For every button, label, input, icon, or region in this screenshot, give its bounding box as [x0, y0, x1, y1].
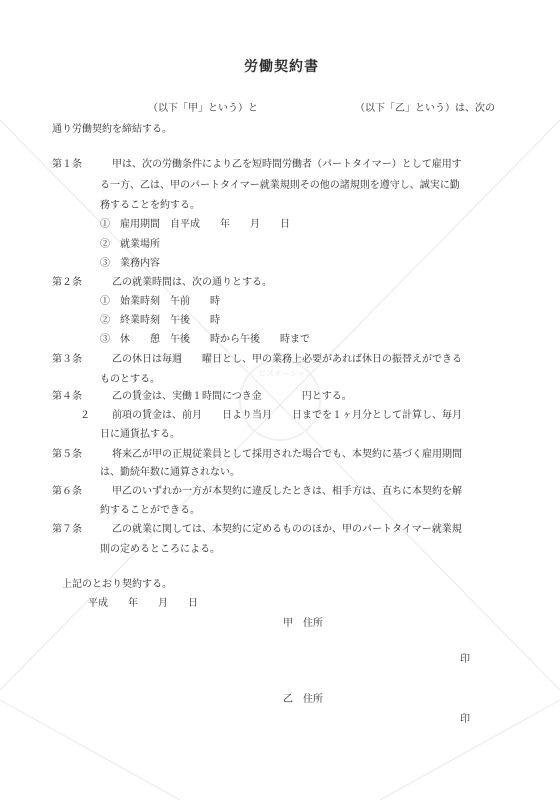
article-7-label: 第７条: [52, 524, 82, 535]
closing-statement: 上記のとおり契約する。: [62, 579, 172, 590]
document-title: 労働契約書: [244, 59, 319, 75]
article-5-label: 第５条: [52, 449, 82, 460]
article-5-line1: 将来乙が甲の正規従業員として採用された場合でも、本契約に基づく雇用期間: [112, 449, 462, 460]
article-1-line1: 甲は、次の労働条件により乙を短時間労働者（パートタイマー）として雇用す: [112, 159, 462, 170]
article-1-line3: 務することを約する。: [100, 200, 200, 211]
article-3-line1: 乙の休日は毎週 曜日とし、甲の業務上必要があれば休日の振替えができる: [112, 354, 462, 365]
article-4-sub-label: ２: [80, 410, 90, 421]
article-3-line2: ものとする。: [100, 374, 160, 385]
article-7-line2: 則の定めるところによる。: [100, 544, 220, 555]
article-4-sub-line2: 日に通貨払する。: [100, 429, 180, 440]
article-2-item2: ② 終業時刻 午後 時: [100, 315, 220, 326]
article-6-line1: 甲乙のいずれか一方が本契約に違反したときは、相手方は、直ちに本契約を解: [112, 486, 462, 497]
article-7-line1: 乙の就業に関しては、本契約に定めるもののほか、甲のパートタイマー就業規: [112, 524, 462, 535]
article-6-line2: 約することができる。: [100, 505, 200, 516]
article-1-label: 第１条: [52, 159, 82, 170]
article-2-label: 第２条: [52, 277, 82, 288]
article-4-label: 第４条: [52, 391, 82, 402]
intro-line1-b: （以下「乙」という）は、次の: [355, 103, 495, 114]
watermark-text: ビズオーシャン: [258, 369, 314, 378]
article-3-label: 第３条: [52, 354, 82, 365]
intro-line1-a: （以下「甲」という）と: [148, 103, 258, 114]
article-4-sub-line1: 前項の賃金は、前月 日より当月 日までを１ヶ月分として計算し、毎月: [112, 410, 462, 421]
article-5-line2: は、勤続年数に通算されない。: [100, 467, 240, 478]
article-2-line1: 乙の就業時間は、次の通りとする。: [112, 277, 272, 288]
party-a-address-label: 甲 住所: [283, 618, 323, 629]
article-2-item3: ③ 休 憩 午後 時から午後 時まで: [100, 334, 310, 345]
article-1-item3: ③ 業務内容: [100, 258, 160, 269]
party-b-address-label: 乙 住所: [283, 694, 323, 705]
contract-date: 平成 年 月 日: [88, 598, 198, 609]
article-1-item1: ① 雇用期間 自平成 年 月 日: [100, 219, 290, 230]
article-2-item1: ① 始業時刻 午前 時: [100, 296, 220, 307]
article-1-item2: ② 就業場所: [100, 239, 160, 250]
intro-line2: 通り労働契約を締結する。: [52, 124, 172, 135]
party-a-seal: 印: [460, 654, 470, 665]
party-b-seal: 印: [460, 714, 470, 725]
article-6-label: 第６条: [52, 486, 82, 497]
article-1-line2: る一方、乙は、甲のパートタイマー就業規則その他の諸規則を遵守し、誠実に勤: [100, 180, 460, 191]
article-4-line1: 乙の賃金は、実働１時間につき金 円とする。: [112, 391, 352, 402]
